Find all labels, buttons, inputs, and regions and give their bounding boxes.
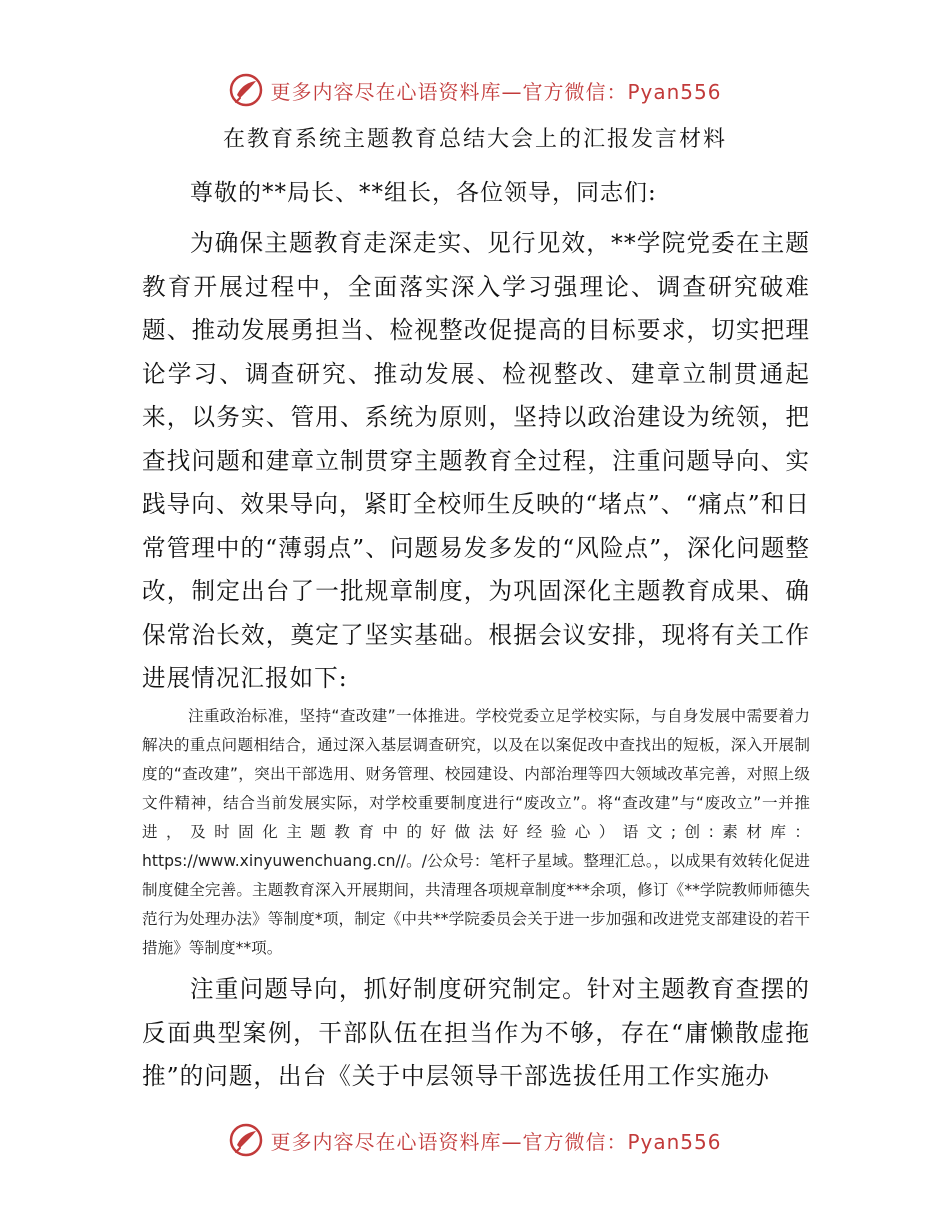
logo-icon (228, 1122, 264, 1158)
paragraph-intro: 为确保主题教育走深走实、见行见效，**学院党委在主题教育开展过程中，全面落实深入学习强理论、调查研究破难题、推动发展勇担当、检视整改促提高的目标要求，切实把理论学习、调查研究、推动发展、检视整改、建章立制贯通起来，以务实、管用、系统为原则，坚持以政治建设为统领，把查找问题和建章立制贯穿主题教育全过程，注重问题导向、实践导向、效果导向，紧盯全校师生反映的“堵点”、“痛点”和日常管理中的“薄弱点”、问题易发多发的“风险点”，深化问题整改，制定出台了一批规章制度，为巩固深化主题教育成果、确保常治长效，奠定了坚实基础。根据会议安排，现将有关工作进展情况汇报如下: (142, 229, 810, 692)
document-title: 在教育系统主题教育总结大会上的汇报发言材料 (222, 127, 727, 152)
banner-text: 更多内容尽在心语资料库—官方微信：Pyan556 (270, 1129, 722, 1154)
logo-icon (228, 72, 264, 108)
greeting: 尊敬的**局长、**组长，各位领导，同志们: (190, 180, 657, 206)
header-banner (0, 70, 950, 110)
paragraph-political-standard: 注重政治标准，坚持“查改建”一体推进。学校党委立足学校实际，与自身发展中需要着力解决的重点问题相结合，通过深入基层调查研究，以及在以案促改中查找出的短板，深入开展制度的“查改建”，突出干部选用、财务管理、校园建设、内部治理等四大领域改革完善，对照上级文件精神，结合当前发展实际，对学校重要制度进行“废改立”。将“查改建”与“废改立”一并推进，及时固化主题教育中的好做法好经验心）语文;创:素材库：https://www.xinyuwenchuang.cn//。/公众号：笔杆子星域。整理汇总。，以成果有效转化促进制度健全完善。主题教育深入开展期间，共清理各项规章制度***余项，修订《**学院教师师德失范行为处理办法》等制度*项，制定《中共**学院委员会关于进一步加强和改进党支部建设的若干措施》等制度**项。 (142, 707, 810, 957)
paragraph-problem-orientation: 注重问题导向，抓好制度研究制定。针对主题教育查摆的反面典型案例，干部队伍在担当作为不够，存在“庸懒散虚拖推”的问题，出台《关于中层领导干部选拔任用工作实施办 (142, 975, 810, 1090)
footer-banner (0, 1120, 950, 1160)
banner-text: 更多内容尽在心语资料库—官方微信：Pyan556 (270, 79, 722, 104)
